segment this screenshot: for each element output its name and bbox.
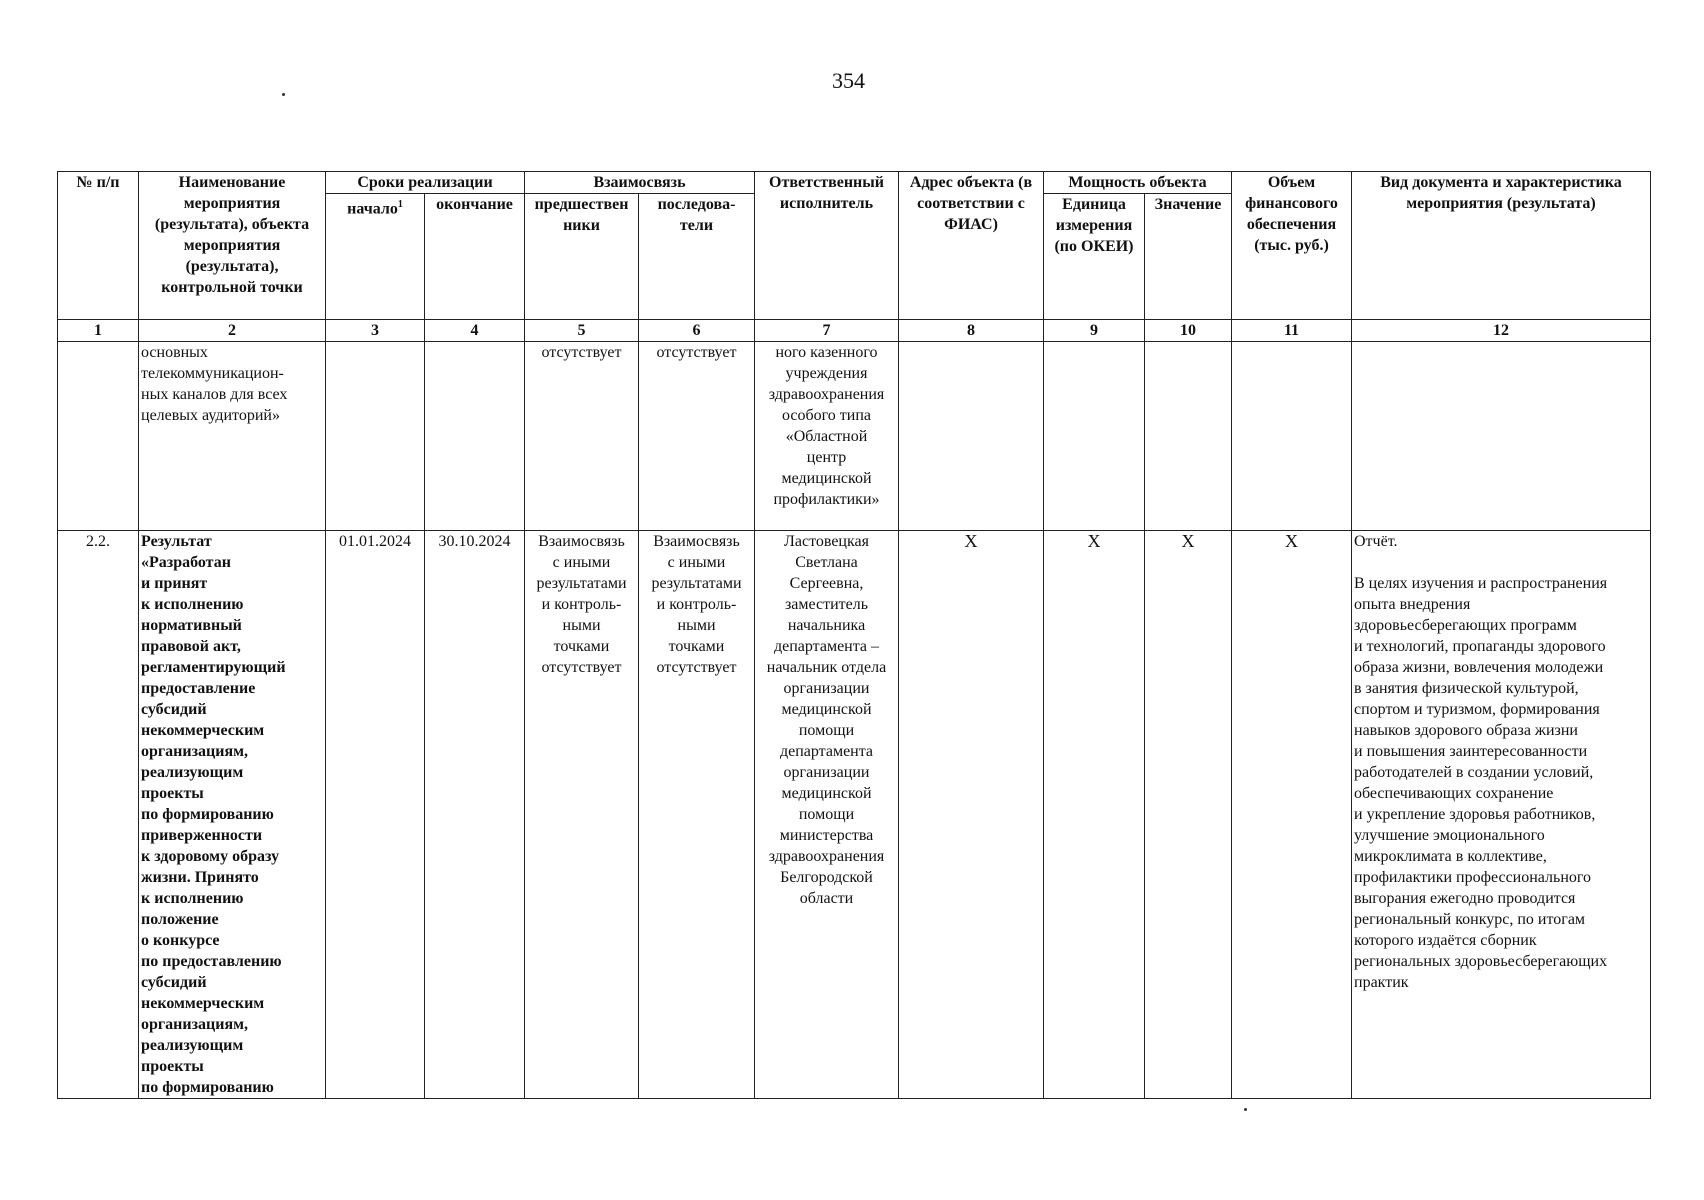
header-capacity: Мощность объекта (1044, 172, 1232, 194)
column-number: 6 (639, 320, 755, 342)
cell-finance: X (1232, 531, 1352, 1099)
cell-predecessors: отсутствует (525, 342, 639, 531)
cell-responsible: ного казенного учреждения здравоохранения особого типа «Областной центр медицинской профилактики» (755, 342, 899, 531)
header-unit: Единица измерения (по ОКЕИ) (1044, 194, 1145, 320)
cell-start: 01.01.2024 (326, 531, 425, 1099)
cell-address (899, 342, 1044, 531)
cell-address: X (899, 531, 1044, 1099)
cell-followers: Взаимосвязь с иными результатами и контроль- ными точками отсутствует (639, 531, 755, 1099)
cell-value: X (1145, 531, 1232, 1099)
cell-num: 2.2. (58, 531, 139, 1099)
column-number: 4 (425, 320, 525, 342)
column-number: 9 (1044, 320, 1145, 342)
column-number: 5 (525, 320, 639, 342)
cell-name: Результат «Разработан и принят к исполнению нормативный правовой акт, регламентирующий предоставление субсидий некоммерческим организациям, реализующим проекты по формированию приверженности к здоровому образу жизни. Принято к исполнению положение о конкурсе по предоставлению субсидий некоммерческим организациям, реализующим проекты по формированию (139, 531, 326, 1099)
column-number: 2 (139, 320, 326, 342)
column-number: 8 (899, 320, 1044, 342)
header-value: Значение (1145, 194, 1232, 320)
cell-predecessors: Взаимосвязь с иными результатами и контроль- ными точками отсутствует (525, 531, 639, 1099)
column-number: 7 (755, 320, 899, 342)
cell-end (425, 342, 525, 531)
header-name: Наименование мероприятия (результата), объекта мероприятия (результата), контрольной точки (139, 172, 326, 320)
cell-doc (1352, 342, 1651, 531)
header-predecessors: предшествен ники (525, 194, 639, 320)
column-number: 1 (58, 320, 139, 342)
header-start: начало$^1$ (326, 194, 425, 320)
header-finance: Объем финансового обеспечения (тыс. руб.) (1232, 172, 1352, 320)
column-number: 11 (1232, 320, 1352, 342)
measures-table (57, 171, 1651, 1099)
cell-num (58, 342, 139, 531)
cell-value (1145, 342, 1232, 531)
scan-artifact-dot (282, 93, 285, 96)
header-end: окончание (425, 194, 525, 320)
cell-finance (1232, 342, 1352, 531)
cell-start (326, 342, 425, 531)
header-responsible: Ответственный исполнитель (755, 172, 899, 320)
table-row (58, 531, 1651, 1099)
column-number: 12 (1352, 320, 1651, 342)
column-numbers-row (58, 320, 1651, 342)
page-number: 354 (832, 68, 865, 93)
cell-name: основных телекоммуникацион- ных каналов для всех целевых аудиторий» (139, 342, 326, 531)
cell-end: 30.10.2024 (425, 531, 525, 1099)
cell-followers: отсутствует (639, 342, 755, 531)
table-row (58, 342, 1651, 531)
header-terms: Сроки реализации (326, 172, 525, 194)
scan-artifact-dot (1244, 1108, 1247, 1111)
column-number: 3 (326, 320, 425, 342)
header-num: № п/п (58, 172, 139, 320)
cell-unit: X (1044, 531, 1145, 1099)
column-number: 10 (1145, 320, 1232, 342)
cell-unit (1044, 342, 1145, 531)
header-relation: Взаимосвязь (525, 172, 755, 194)
header-doc-type: Вид документа и характеристика мероприятия (результата) (1352, 172, 1651, 320)
cell-doc: Отчёт. В целях изучения и распространения опыта внедрения здоровьесберегающих программ и технологий, пропаганды здорового образа жизни, вовлечения молодежи в занятия физической культурой, спортом и туризмом, формирования навыков здорового образа жизни и повышения заинтересованности работодателей в создании условий, обеспечивающих сохранение и укрепление здоровья работников, улучшение эмоционального микроклимата в коллективе, профилактики профессионального выгорания ежегодно проводится региональный конкурс, по итогам которого издаётся сборник региональных здоровьесберегающих практик (1352, 531, 1651, 1099)
table-header (58, 172, 1651, 320)
header-followers: последова- тели (639, 194, 755, 320)
cell-responsible: Ластовецкая Светлана Сергеевна, заместитель начальника департамента – начальник отдела организации медицинской помощи департамента организации медицинской помощи министерства здравоохранения Белгородской области (755, 531, 899, 1099)
header-address: Адрес объекта (в соответствии с ФИАС) (899, 172, 1044, 320)
